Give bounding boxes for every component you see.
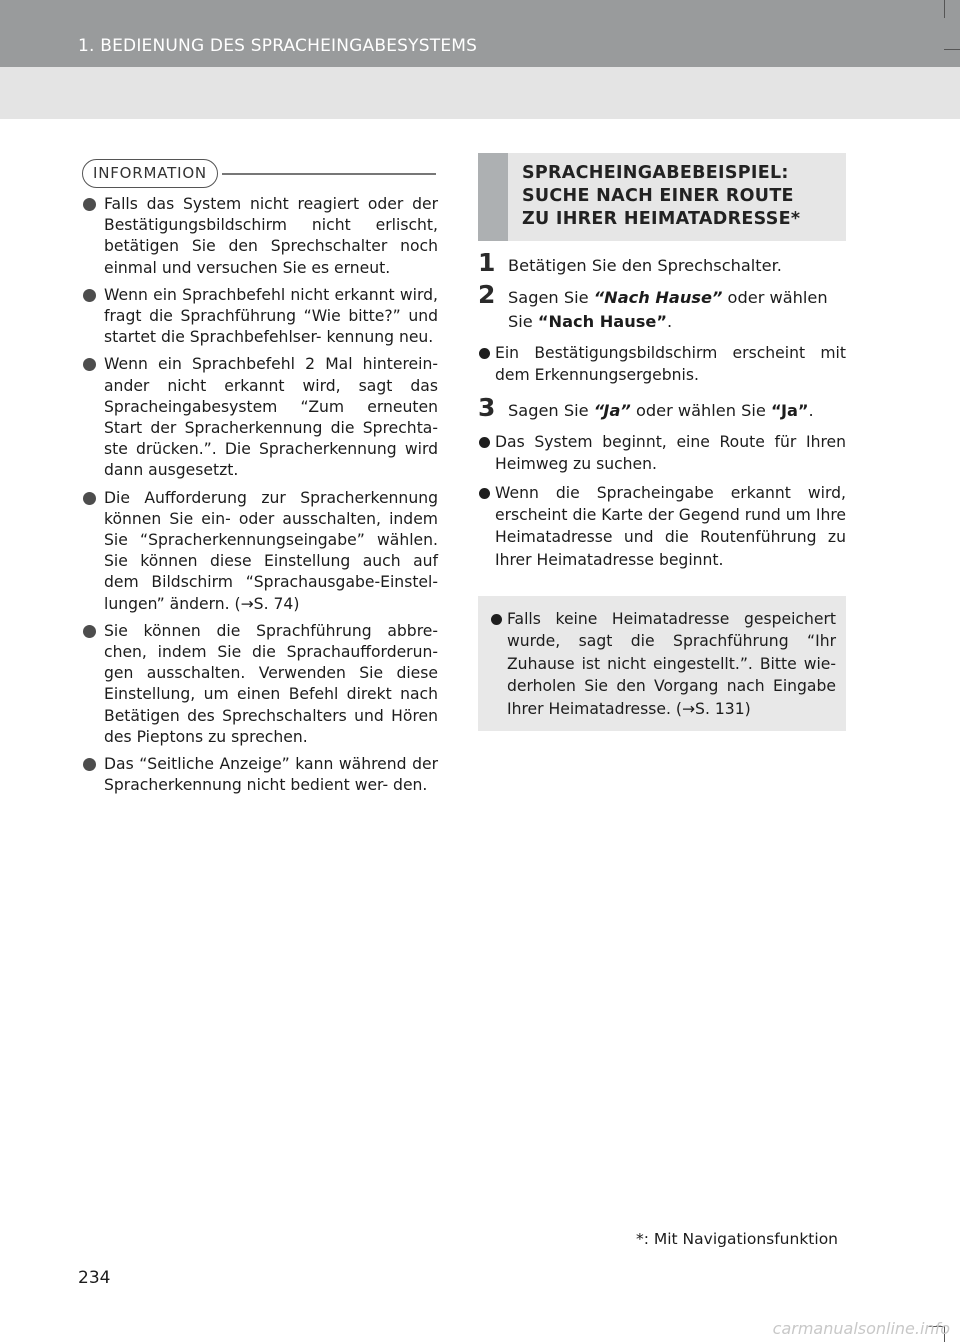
page-number: 234 xyxy=(78,1268,111,1288)
voice-command: “Nach Hause” xyxy=(593,288,723,307)
header-bar xyxy=(0,0,960,67)
bullet-icon xyxy=(83,198,96,211)
step-result: Wenn die Spracheingabe erkannt wird, erscheint die Karte der Gegend rund um Ihre Heimatadresse und die Routenführung zu Ihrer Heimatadresse beginnt. xyxy=(478,482,846,572)
information-item: Wenn ein Sprachbefehl nicht erkannt wird, fragt die Sprachführung “Wie bitte?” und startet die Sprachbefehlser- kennung neu. xyxy=(82,285,438,349)
bullet-icon xyxy=(83,625,96,638)
information-rule xyxy=(222,173,436,175)
information-item: Falls das System nicht reagiert oder der Bestätigungsbildschirm nicht erlischt, betätigen Sie den Sprechschalter noch einmal und versuchen Sie es erneut. xyxy=(82,194,438,279)
step-1 xyxy=(478,248,846,278)
bullet-icon xyxy=(83,492,96,505)
step-number: 2 xyxy=(478,280,496,309)
note-box xyxy=(478,596,846,731)
section-heading xyxy=(478,153,846,241)
screen-button-name: “Ja” xyxy=(771,400,809,420)
steps-list xyxy=(478,248,846,577)
information-item: Sie können die Sprachführung abbre- chen, indem Sie die Sprachaufforderun- gen ausschalten. Verwenden Sie diese Einstellung, um einen Befehl direkt nach Betätigen des Sprechschalters und Hören des Pieptons zu sprechen. xyxy=(82,621,438,748)
step-2: 2 Sagen Sie “Nach Hause” oder wählen Sie “Nach Hause”. xyxy=(478,280,828,331)
step-result: Ein Bestätigungsbildschirm erscheint mit dem Erkennungsergebnis. xyxy=(478,342,846,387)
section-accent-bar xyxy=(478,153,508,241)
information-list xyxy=(82,194,438,802)
step-3: 3 Sagen Sie “Ja” oder wählen Sie “Ja”. xyxy=(478,392,814,422)
bullet-icon xyxy=(83,289,96,302)
note-item: Falls keine Heimatadresse gespeichert wurde, sagt die Sprachführung “Ihr Zuhause ist nicht eingestellt.”. Bitte wie- derholen Sie den Vorgang nach Eingabe Ihrer Heimatadresse. (→S. 131) xyxy=(490,608,836,720)
information-item: Wenn ein Sprachbefehl 2 Mal hinterein- ander nicht erkannt wird, sagt das Spracheingabesystem “Zum erneuten Start der Spracherkennung die Sprechta- ste drücken.”. Die Spracherkennung wird dann ausgesetzt. xyxy=(82,354,438,481)
information-item: Die Aufforderung zur Spracherkennung können Sie ein- oder ausschalten, indem Sie “Spracherkennungseingabe” wählen. Sie können diese Einstellung auch auf dem Bildschirm “Sprachausgabe-Einstel- lungen” ändern. (→S. 74) xyxy=(82,488,438,615)
page-header-title: 1. BEDIENUNG DES SPRACHEINGABESYSTEMS xyxy=(78,36,478,56)
information-item: Das “Seitliche Anzeige” kann während der Spracherkennung nicht bedient wer- den. xyxy=(82,754,438,796)
step-number: 3 xyxy=(478,392,496,422)
voice-command: “Ja” xyxy=(593,400,631,420)
bullet-icon xyxy=(479,348,490,359)
step-result: Das System beginnt, eine Route für Ihren Heimweg zu suchen. xyxy=(478,431,846,476)
section-title: SPRACHEINGABEBEISPIEL: SUCHE NACH EINER ROUTE ZU IHRER HEIMATADRESSE* xyxy=(522,163,801,229)
crop-mark xyxy=(944,0,945,18)
crop-mark xyxy=(944,49,960,50)
screen-button-name: “Nach Hause” xyxy=(537,312,668,331)
bullet-icon xyxy=(83,358,96,371)
header-band xyxy=(0,67,960,119)
watermark: carmanualsonline.info xyxy=(772,1319,950,1338)
bullet-icon xyxy=(491,614,502,625)
bullet-icon xyxy=(479,437,490,448)
information-label: INFORMATION xyxy=(82,159,218,188)
step-number: 1 xyxy=(478,248,496,277)
step-text: Betätigen Sie den Sprechschalter. xyxy=(508,256,782,275)
bullet-icon xyxy=(479,488,490,499)
bullet-icon xyxy=(83,758,96,771)
footnote: *: Mit Navigationsfunktion xyxy=(635,1230,838,1248)
